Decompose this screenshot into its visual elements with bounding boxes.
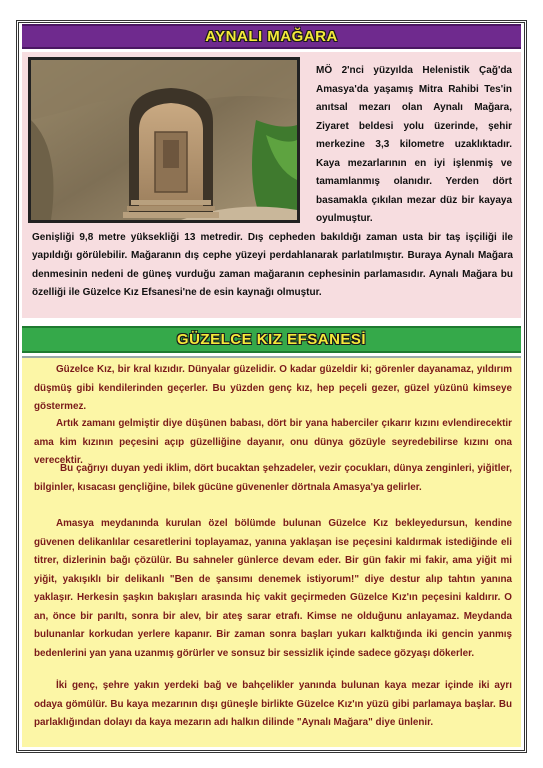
legend-paragraph-5: İki genç, şehre yakın yerdeki bağ ve bahçelikler yanında bulunan kaya mezar içinde iki ayrı odaya gömülür. Bu kaya mezarının dışı güneşle birlikte Güzelce Kız'ın yüzü gibi parlamaya başlar. Bu parlaklığından dolayı da kaya mezarın adı halkın dilinde "Aynalı Mağara" diye ünlenir. [34, 680, 512, 728]
legend-paragraph-4: Amasya meydanında kurulan özel bölümde bulunan Güzelce Kız bekleyedursun, kendine güvenen delikanlılar cesaretlerini toplayamaz, yanına yaklaşan ise peçesini kaldırmak istediğinde eli titrer, dizlerinin bağı çözülür. Bu sahneler günlerce devam eder. Bir gün fakir mi fakir, ama yiğit mi yiğit, yakışıklı bir delikanlı "Ben de şansımı denemek istiyorum!" diye destur alıp tahtın yanına yaklaşır. Herkesin şaşkın bakışları arasında hiç vakit geçirmeden Güzelce Kız'ın peçesini kaldırır. O an, önce bir parıltı, sonra bir alev, bir ateş sarar etrafı. Kimse ne olduğunu anlayamaz. Meydanda bulunanlar korkudan yerlere kapanır. Bir zaman sonra başları yukarı kalktığında iki gencin yanmış bedenlerini yan yana uzanmış görürler ve sonsuz bir sessizlik içinde sadece gözyaşı dökerler. [34, 518, 512, 659]
legend-paragraph-1: Güzelce Kız, bir kral kızıdır. Dünyalar güzelidir. O kadar güzeldir ki; görenler dayanamaz, yıldırım düşmüş gibi kendilerinden geçerler. Bu yüzden genç kız, hep peçeli gezer, güzel yüzünü kimseye göstermez. [34, 364, 512, 412]
cave-photo [28, 57, 300, 223]
aynali-magara-intro-text: MÖ 2'nci yüzyılda Helenistik Çağ'da Amasya'da yaşamış Mitra Rahibi Tes'in anıtsal mezarı olan Aynalı Mağara, Ziyaret beldesi yolu üzerinde, şehir merkezine 3,3 kilometre uzaklıktadır. Kaya mezarlarının en iyi işlenmiş ve tamamlanmış olanıdır. Yerden dört basamakla çıkılan mezar düz bir kayaya oyulmuştur. [316, 65, 512, 224]
section-title-aynali-magara: AYNALI MAĞARA [22, 24, 521, 49]
section-title-guzelce-kiz: GÜZELCE KIZ EFSANESİ [22, 326, 521, 353]
legend-paragraph-2: Artık zamanı gelmiştir diye düşünen babası, dört bir yana haberciler çıkarır kızını evlendirecektir ama kim kızının peçesini açıp güzelliğine dayanır, onu dünya gözüyle seyredebilirse kızını ona verecektir. [34, 418, 512, 466]
legend-paragraph-3: Bu çağrıyı duyan yedi iklim, dört bucaktan şehzadeler, vezir çocukları, dünya zenginleri, yiğitler, bilginler, kısacası gençliğine, bilek gücüne güvenenler dörtnala Amasya'ya gelirler. [34, 463, 512, 493]
rock-tomb-image [31, 60, 297, 220]
aynali-magara-detail-text: Genişliği 9,8 metre yüksekliği 13 metredir. Dış cepheden bakıldığı zaman usta bir taş işçiliği ile yapıldığı görülebilir. Mağaranın dış cephe yüzeyi perdahlanarak parlatılmıştır. Buraya Aynalı Mağara denmesinin nedeni de güneş vurduğu zaman mağaranın cephesinin parlamasıdır. Aynalı Mağara bu özelliği ile Güzelce Kız Efsanesi'ne de esin kaynağı olmuştur. [32, 232, 513, 299]
